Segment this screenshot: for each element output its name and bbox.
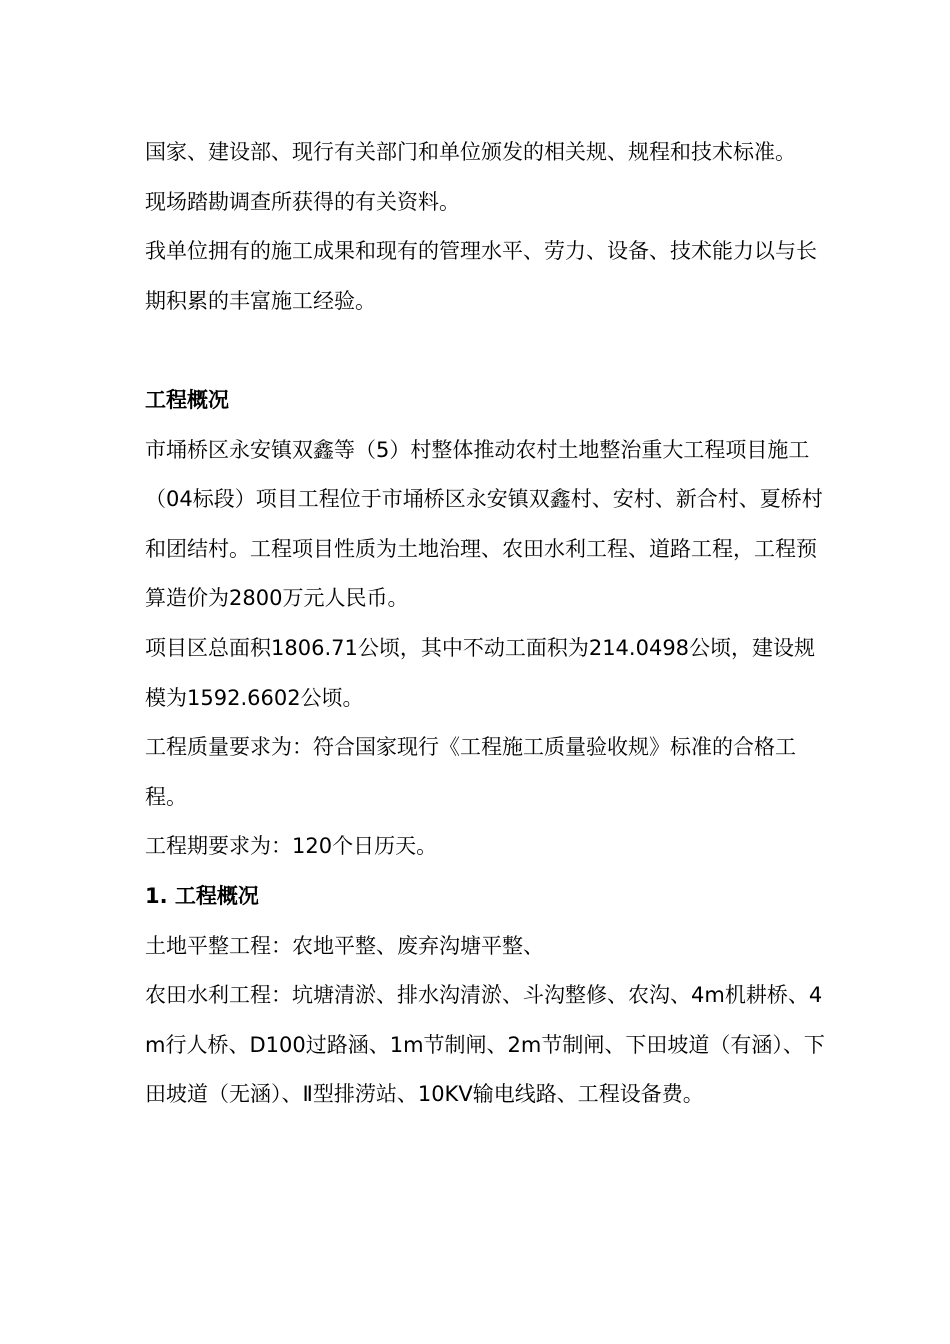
overview-paragraph-2: 项目区总面积1806.71公顷，其中不动工面积为214.0498公顷，建设规模为1592.6602公顷。 bbox=[145, 635, 816, 710]
overview-paragraph-1: 市埇桥区永安镇双鑫等（5）村整体推动农村土地整治重大工程项目施工（04标段）项目工程位于市埇桥区永安镇双鑫村、安村、新合村、夏桥村和团结村。工程项目性质为土地治理、农田水利工程、道路工程，工程预算造价为2800万元人民币。 bbox=[145, 437, 823, 611]
intro-paragraph-2: 现场踏勘调查所获得的有关资料。 bbox=[145, 189, 460, 214]
intro-paragraph-1: 国家、建设部、现行有关部门和单位颁发的相关规、规程和技术标准。 bbox=[145, 140, 796, 164]
overview-heading: 工程概况 bbox=[145, 387, 229, 412]
document-page bbox=[145, 128, 835, 1120]
overview-paragraph-3: 工程质量要求为：符合国家现行《工程施工质量验收规》标准的合格工程。 bbox=[145, 735, 796, 809]
section-1-heading: 1. 工程概况 bbox=[145, 883, 259, 908]
intro-paragraph-3: 我单位拥有的施工成果和现有的管理水平、劳力、设备、技术能力以与长期积累的丰富施工经验。 bbox=[145, 239, 817, 313]
section-1-paragraph-1: 土地平整工程：农地平整、废弃沟塘平整、 bbox=[145, 933, 544, 958]
blank-line bbox=[145, 326, 835, 376]
overview-paragraph-4: 工程期要求为：120个日历天。 bbox=[145, 834, 438, 859]
section-1-paragraph-2: 农田水利工程：坑塘清淤、排水沟清淤、斗沟整修、农沟、4m机耕桥、4m行人桥、D100过路涵、1m节制闸、2m节制闸、下田坡道（有涵）、下田坡道（无涵）、Ⅱ型排涝站、10KV输电线路、工程设备费。 bbox=[145, 983, 825, 1107]
